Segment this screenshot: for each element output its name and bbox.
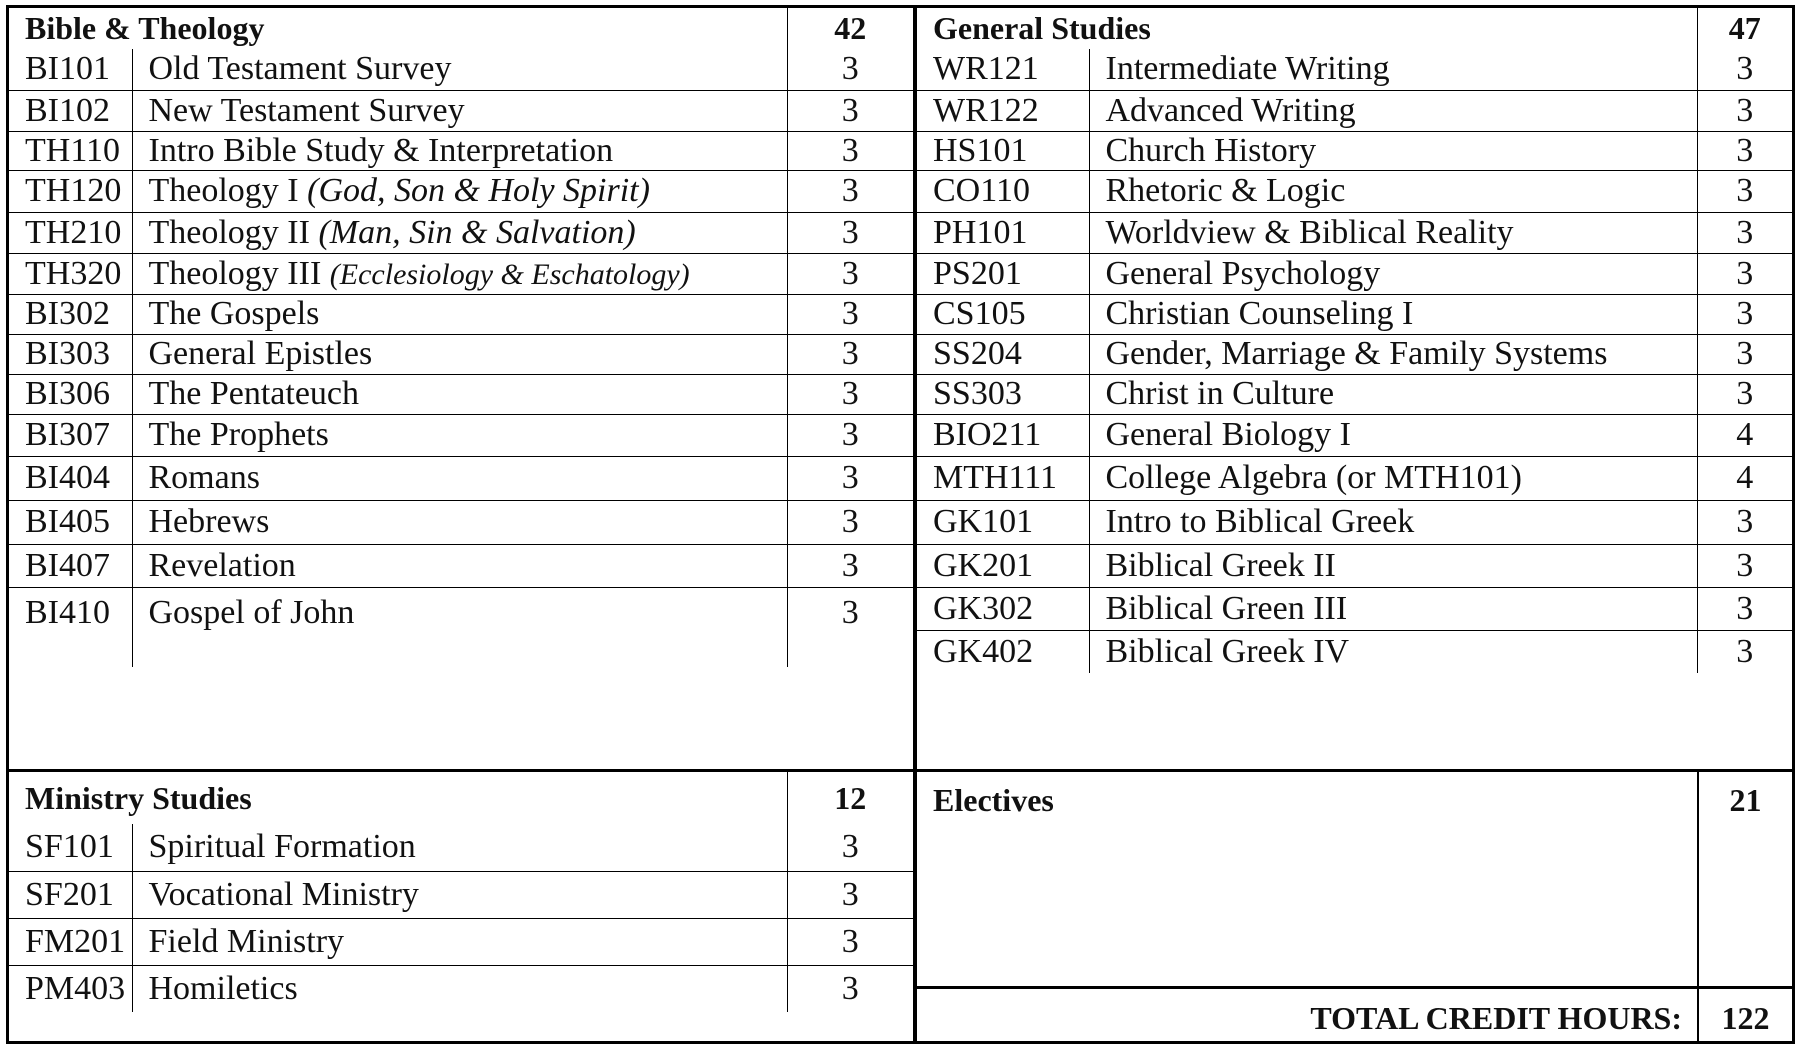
course-row <box>917 294 1792 334</box>
course-row <box>9 253 913 294</box>
course-code: PS201 <box>917 253 1089 294</box>
course-title: Theology III <box>148 254 330 292</box>
course-credits: 3 <box>787 587 913 667</box>
course-name <box>132 374 787 414</box>
course-title: Church History <box>1105 131 1317 169</box>
course-name <box>1089 500 1697 544</box>
course-row <box>9 90 913 131</box>
course-code: CS105 <box>917 294 1089 334</box>
course-title: Old Testament Survey <box>148 50 452 88</box>
course-title: Christian Counseling I <box>1105 295 1414 332</box>
course-row <box>917 49 1792 90</box>
course-code: BI101 <box>9 49 132 90</box>
course-note: (Ecclesiology & Eschatology) <box>329 257 690 291</box>
course-row <box>9 334 913 374</box>
course-credits: 3 <box>787 374 913 414</box>
course-name <box>132 965 787 1012</box>
course-name <box>132 334 787 374</box>
course-code: SF201 <box>9 871 132 918</box>
course-name <box>132 131 787 170</box>
course-title: General Psychology <box>1105 254 1381 292</box>
course-credits: 3 <box>1697 334 1792 374</box>
course-credits: 3 <box>1697 630 1792 673</box>
course-code: GK201 <box>917 544 1089 587</box>
section-credits: 47 <box>1697 8 1792 49</box>
course-row <box>9 131 913 170</box>
course-credits: 3 <box>787 500 913 544</box>
course-code: BI404 <box>9 456 132 500</box>
course-name <box>1089 630 1697 673</box>
course-title: Field Ministry <box>148 922 345 960</box>
course-code: FM201 <box>9 918 132 965</box>
course-row <box>917 90 1792 131</box>
course-credits: 3 <box>787 824 913 871</box>
ministry-studies-panel <box>6 769 916 1044</box>
course-credits: 3 <box>1697 544 1792 587</box>
course-row <box>9 824 913 871</box>
course-title: The Prophets <box>148 416 329 453</box>
course-name <box>132 49 787 90</box>
course-row <box>9 414 913 456</box>
course-title: New Testament Survey <box>148 91 465 129</box>
course-title: Biblical Greek IV <box>1105 632 1350 670</box>
course-code: BI306 <box>9 374 132 414</box>
course-credits: 3 <box>787 90 913 131</box>
course-credits: 3 <box>787 334 913 374</box>
course-row <box>917 587 1792 630</box>
course-row <box>917 630 1792 673</box>
course-name <box>132 294 787 334</box>
course-title: Worldview & Biblical Reality <box>1105 213 1514 251</box>
course-name <box>132 170 787 212</box>
course-title: Advanced Writing <box>1105 91 1356 129</box>
course-credits: 3 <box>1697 131 1792 170</box>
course-title: Intro Bible Study & Interpretation <box>148 131 614 169</box>
electives-panel <box>914 769 1795 1044</box>
course-name <box>132 90 787 131</box>
total-divider <box>917 986 1792 989</box>
course-title: General Epistles <box>148 335 373 372</box>
course-name <box>132 871 787 918</box>
course-title: Intermediate Writing <box>1105 50 1390 88</box>
total-credit-hours-value: 122 <box>1721 1000 1770 1036</box>
course-code: BI102 <box>9 90 132 131</box>
course-code: SS303 <box>917 374 1089 414</box>
course-code: GK302 <box>917 587 1089 630</box>
course-title: Theology I <box>148 172 308 209</box>
course-name <box>132 500 787 544</box>
course-title: Christ in Culture <box>1105 375 1335 412</box>
course-name <box>1089 90 1697 131</box>
course-code: TH320 <box>9 253 132 294</box>
course-name <box>1089 456 1697 500</box>
course-credits: 3 <box>787 170 913 212</box>
course-name <box>1089 374 1697 414</box>
course-row <box>9 294 913 334</box>
course-row <box>917 456 1792 500</box>
course-row <box>9 456 913 500</box>
course-credits: 3 <box>1697 294 1792 334</box>
course-code: BI303 <box>9 334 132 374</box>
course-row <box>917 253 1792 294</box>
section-header <box>917 8 1792 49</box>
course-row <box>9 918 913 965</box>
course-title: Gender, Marriage & Family Systems <box>1105 335 1608 372</box>
course-row <box>917 414 1792 456</box>
course-title: Biblical Green III <box>1105 589 1348 627</box>
course-row <box>9 965 913 1012</box>
electives-title: Electives <box>933 782 1054 818</box>
course-code: TH120 <box>9 170 132 212</box>
course-code: TH110 <box>9 131 132 170</box>
ministry-studies-table <box>9 772 913 1012</box>
course-row <box>917 500 1792 544</box>
course-title: Vocational Ministry <box>148 875 419 913</box>
course-name <box>1089 294 1697 334</box>
course-title: Spiritual Formation <box>148 828 416 866</box>
course-name <box>132 587 787 667</box>
course-row <box>9 587 913 667</box>
section-header <box>9 772 913 824</box>
course-title: Hebrews <box>148 503 270 540</box>
course-credits: 3 <box>787 212 913 253</box>
course-row <box>917 170 1792 212</box>
course-code: BI302 <box>9 294 132 334</box>
electives-area <box>917 772 1792 1041</box>
course-code: GK101 <box>917 500 1089 544</box>
course-title: Romans <box>148 459 260 496</box>
general-studies-table <box>917 8 1792 673</box>
course-name <box>1089 212 1697 253</box>
course-name <box>1089 49 1697 90</box>
course-name <box>1089 131 1697 170</box>
course-name <box>1089 544 1697 587</box>
course-title: The Gospels <box>148 295 320 332</box>
course-name <box>1089 334 1697 374</box>
course-code: PM403 <box>9 965 132 1012</box>
total-credit-hours-label: TOTAL CREDIT HOURS: <box>1310 1000 1682 1036</box>
course-note: (Man, Sin & Salvation) <box>318 213 636 251</box>
course-credits: 4 <box>1697 456 1792 500</box>
course-name <box>1089 587 1697 630</box>
course-credits: 3 <box>1697 374 1792 414</box>
section-credits: 42 <box>787 8 913 49</box>
course-title: Homiletics <box>148 969 298 1007</box>
course-code: BI410 <box>9 587 132 667</box>
course-code: CO110 <box>917 170 1089 212</box>
course-name <box>132 918 787 965</box>
course-title: Gospel of John <box>148 593 355 631</box>
course-code: BI405 <box>9 500 132 544</box>
course-title: General Biology I <box>1105 416 1351 453</box>
course-title: College Algebra (or MTH101) <box>1105 459 1522 496</box>
course-title: Theology II <box>148 213 319 251</box>
course-credits: 3 <box>787 294 913 334</box>
electives-credits: 21 <box>1729 782 1762 818</box>
course-code: PH101 <box>917 212 1089 253</box>
course-credits: 3 <box>1697 170 1792 212</box>
course-credits: 3 <box>787 414 913 456</box>
course-credits: 3 <box>787 456 913 500</box>
course-credits: 4 <box>1697 414 1792 456</box>
course-name <box>132 824 787 871</box>
course-row <box>9 170 913 212</box>
section-title: Bible & Theology <box>9 8 787 49</box>
course-credits: 3 <box>1697 253 1792 294</box>
course-credits: 3 <box>787 871 913 918</box>
course-name <box>1089 170 1697 212</box>
course-row <box>917 212 1792 253</box>
course-code: HS101 <box>917 131 1089 170</box>
course-row <box>917 334 1792 374</box>
course-name <box>132 212 787 253</box>
course-credits: 3 <box>787 544 913 587</box>
section-credits: 12 <box>787 772 913 824</box>
course-code: GK402 <box>917 630 1089 673</box>
course-note: (God, Son & Holy Spirit) <box>307 172 650 209</box>
course-credits: 3 <box>787 918 913 965</box>
course-title: Biblical Greek II <box>1105 546 1336 584</box>
course-credits: 3 <box>1697 49 1792 90</box>
course-title: Rhetoric & Logic <box>1105 172 1346 209</box>
course-name <box>132 414 787 456</box>
course-row <box>9 544 913 587</box>
course-title: The Pentateuch <box>148 375 360 412</box>
section-header <box>9 8 913 49</box>
course-row <box>9 500 913 544</box>
course-credits: 3 <box>1697 500 1792 544</box>
course-code: BI307 <box>9 414 132 456</box>
bible-theology-panel <box>6 5 916 772</box>
course-credits: 3 <box>787 965 913 1012</box>
course-row <box>9 871 913 918</box>
course-code: BIO211 <box>917 414 1089 456</box>
course-code: TH210 <box>9 212 132 253</box>
degree-plan-sheet <box>6 5 1795 1044</box>
course-row <box>9 212 913 253</box>
course-row <box>917 131 1792 170</box>
section-title: Ministry Studies <box>9 772 787 824</box>
course-code: SF101 <box>9 824 132 871</box>
course-credits: 3 <box>787 253 913 294</box>
course-name <box>132 544 787 587</box>
course-name <box>132 253 787 294</box>
course-code: SS204 <box>917 334 1089 374</box>
course-name <box>132 456 787 500</box>
course-credits: 3 <box>1697 212 1792 253</box>
course-name <box>1089 253 1697 294</box>
course-name <box>1089 414 1697 456</box>
course-title: Revelation <box>148 546 296 584</box>
course-row <box>917 544 1792 587</box>
course-code: WR121 <box>917 49 1089 90</box>
course-row <box>9 374 913 414</box>
section-title: General Studies <box>917 8 1697 49</box>
course-code: BI407 <box>9 544 132 587</box>
course-credits: 3 <box>1697 90 1792 131</box>
course-code: WR122 <box>917 90 1089 131</box>
course-code: MTH111 <box>917 456 1089 500</box>
general-studies-panel <box>914 5 1795 772</box>
course-credits: 3 <box>787 131 913 170</box>
course-title: Intro to Biblical Greek <box>1105 503 1415 540</box>
course-row <box>9 49 913 90</box>
course-row <box>917 374 1792 414</box>
course-credits: 3 <box>1697 587 1792 630</box>
course-credits: 3 <box>787 49 913 90</box>
bible-theology-table <box>9 8 913 667</box>
